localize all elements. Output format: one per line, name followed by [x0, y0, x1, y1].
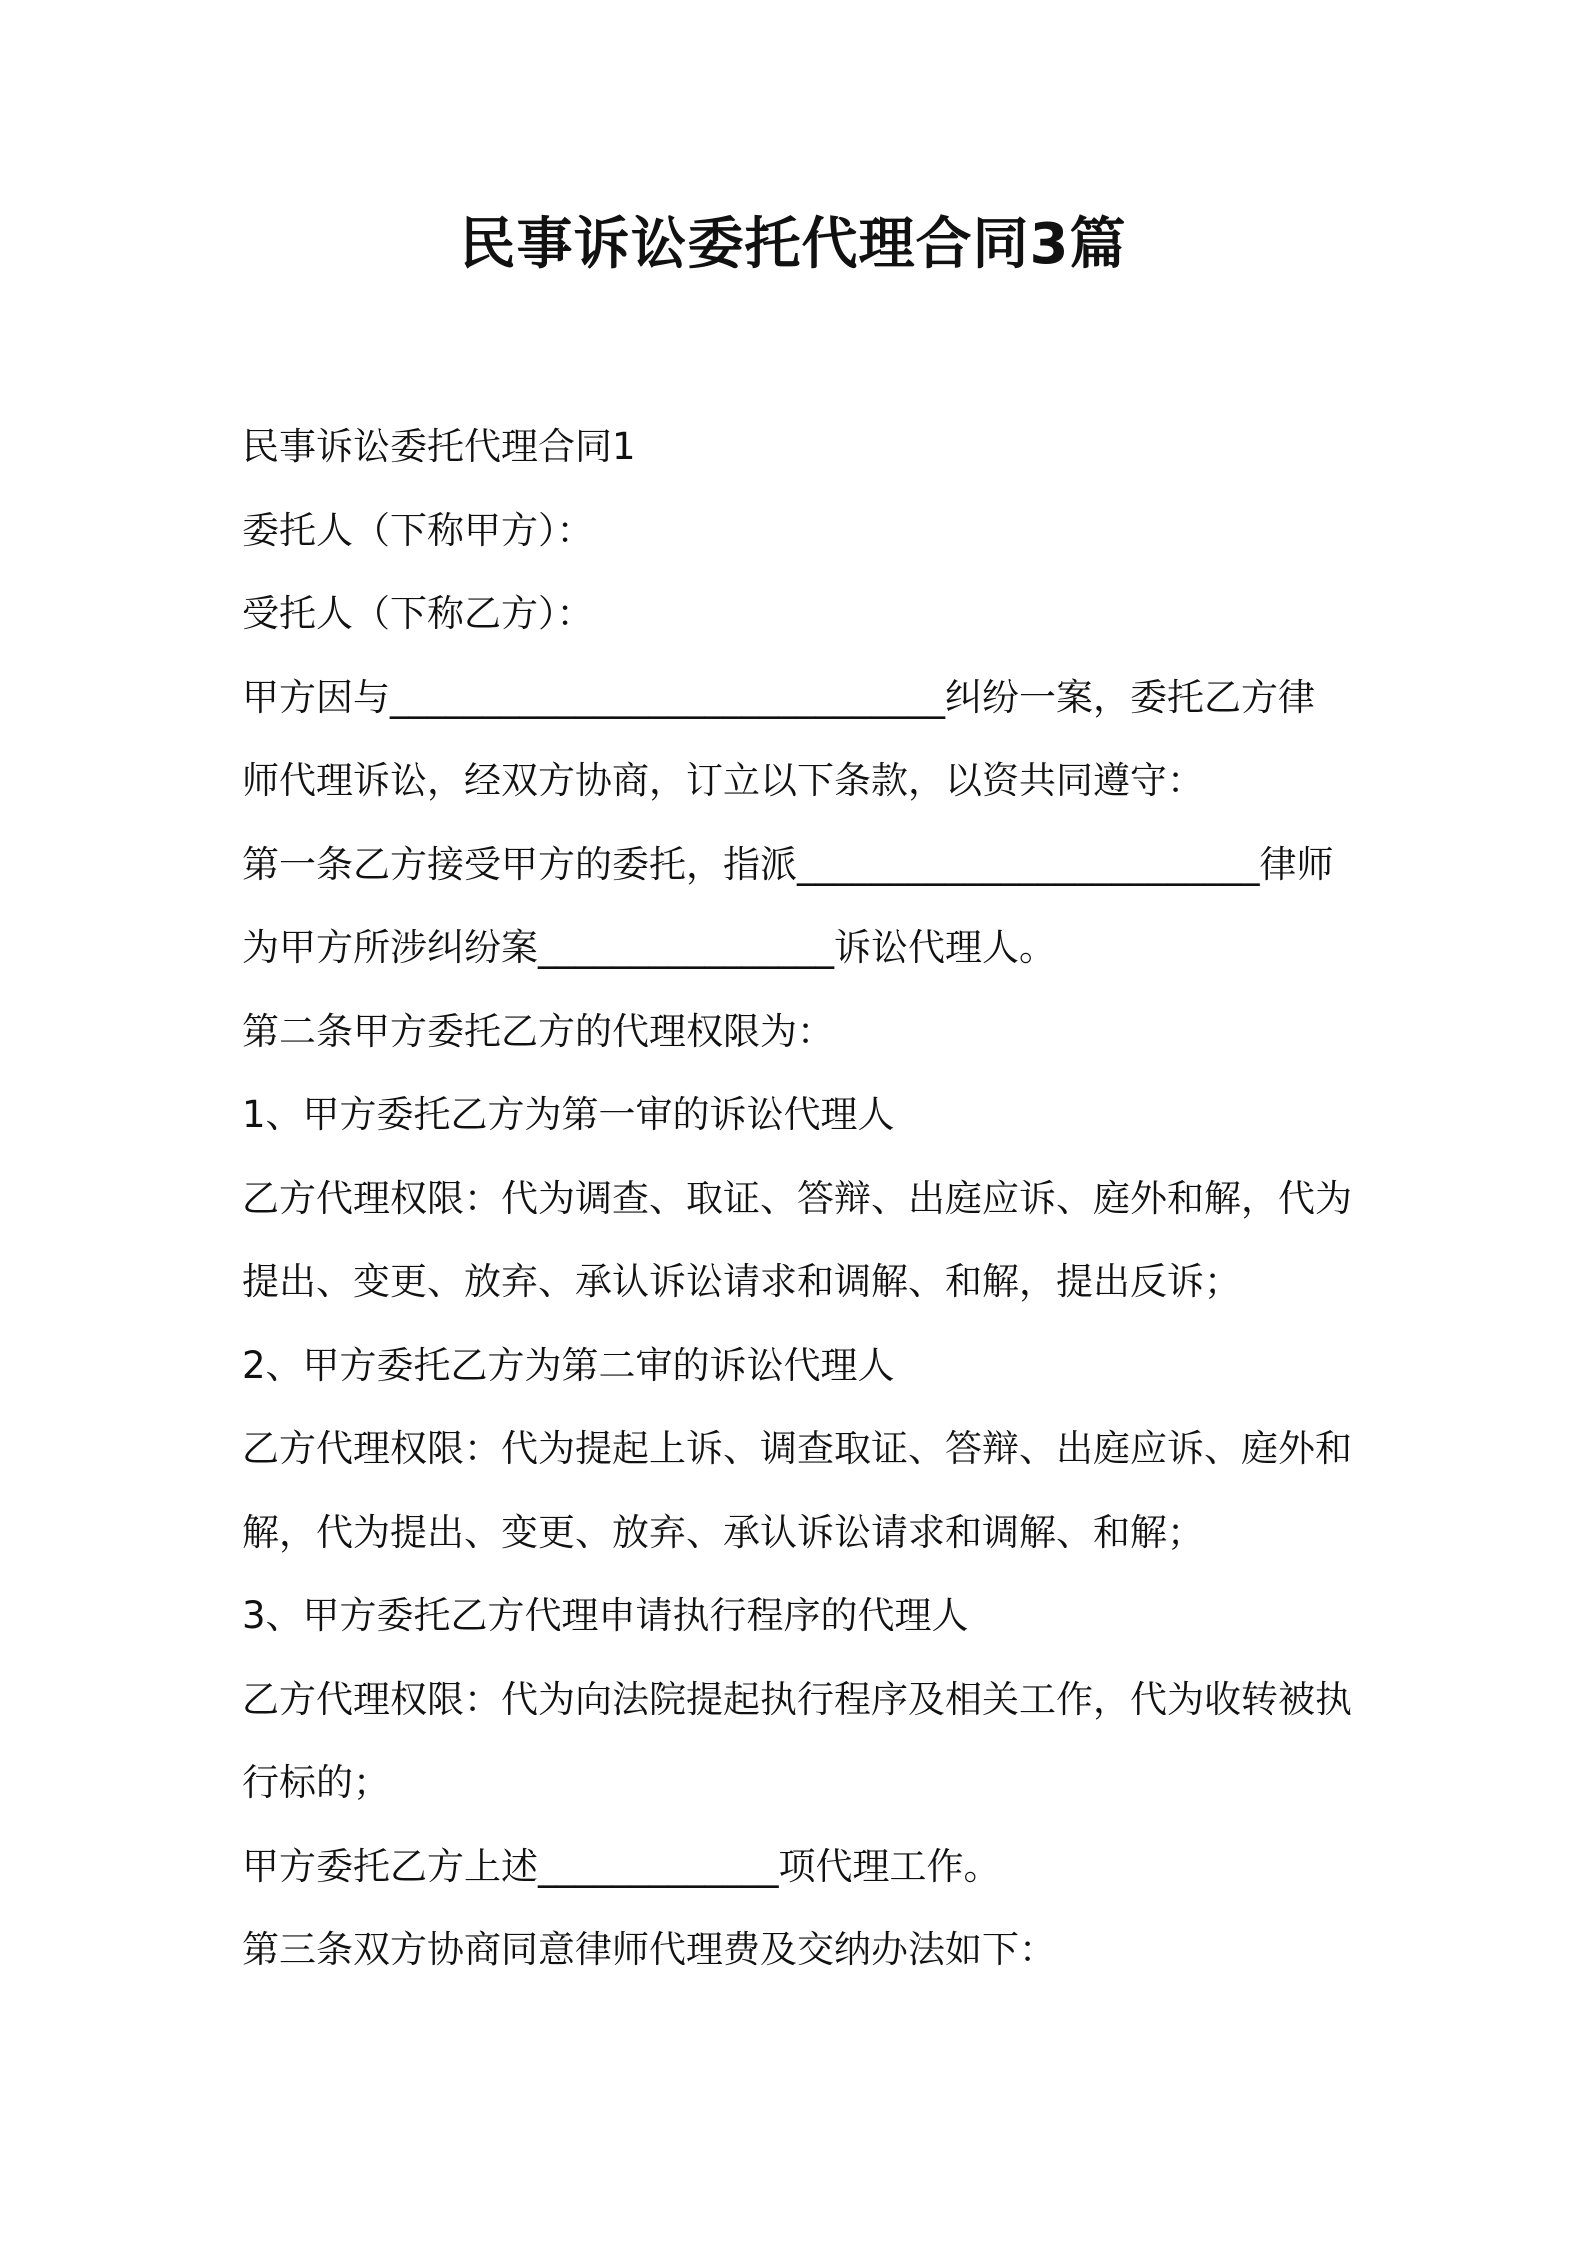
body-text-line: 乙方代理权限：代为提起上诉、调查取证、答辩、出庭应诉、庭外和 [242, 1427, 1352, 1470]
agent-line: 受托人（下称乙方）： [242, 592, 594, 635]
body-text-line: 甲方因与______________________________纠纷一案，委托乙方律 [242, 675, 1315, 719]
list-item-first-instance: 1、甲方委托乙方为第一审的诉讼代理人 [242, 1093, 895, 1136]
body-text-line: 行标的； [242, 1761, 390, 1804]
document-title: 民事诉讼委托代理合同3篇 [459, 212, 1127, 277]
body-text-line: 乙方代理权限：代为向法院提起执行程序及相关工作，代为收转被执 [242, 1677, 1352, 1721]
list-item-second-instance: 2、甲方委托乙方为第二审的诉讼代理人 [242, 1343, 895, 1387]
body-text-line: 乙方代理权限：代为调查、取证、答辩、出庭应诉、庭外和解，代为 [242, 1176, 1352, 1220]
section-heading-contract-1: 民事诉讼委托代理合同1 [242, 425, 636, 468]
body-text-line: 为甲方所涉纠纷案________________诉讼代理人。 [242, 926, 1056, 969]
article-2-line: 第二条甲方委托乙方的代理权限为： [242, 1009, 834, 1053]
body-text-line: 甲方委托乙方上述_____________项代理工作。 [242, 1844, 1001, 1888]
body-text-line: 提出、变更、放弃、承认诉讼请求和调解、和解，提出反诉； [242, 1260, 1241, 1303]
document-body [242, 405, 1362, 1992]
list-item-execution: 3、甲方委托乙方代理申请执行程序的代理人 [242, 1594, 969, 1637]
article-1-line: 第一条乙方接受甲方的委托，指派_________________________律师 [242, 842, 1334, 886]
body-text-line: 解，代为提出、变更、放弃、承认诉讼请求和调解、和解； [242, 1510, 1204, 1554]
body-text-line: 师代理诉讼，经双方协商，订立以下条款，以资共同遵守： [242, 759, 1204, 802]
article-3-line: 第三条双方协商同意律师代理费及交纳办法如下： [242, 1928, 1056, 1971]
principal-line: 委托人（下称甲方）： [242, 508, 594, 552]
